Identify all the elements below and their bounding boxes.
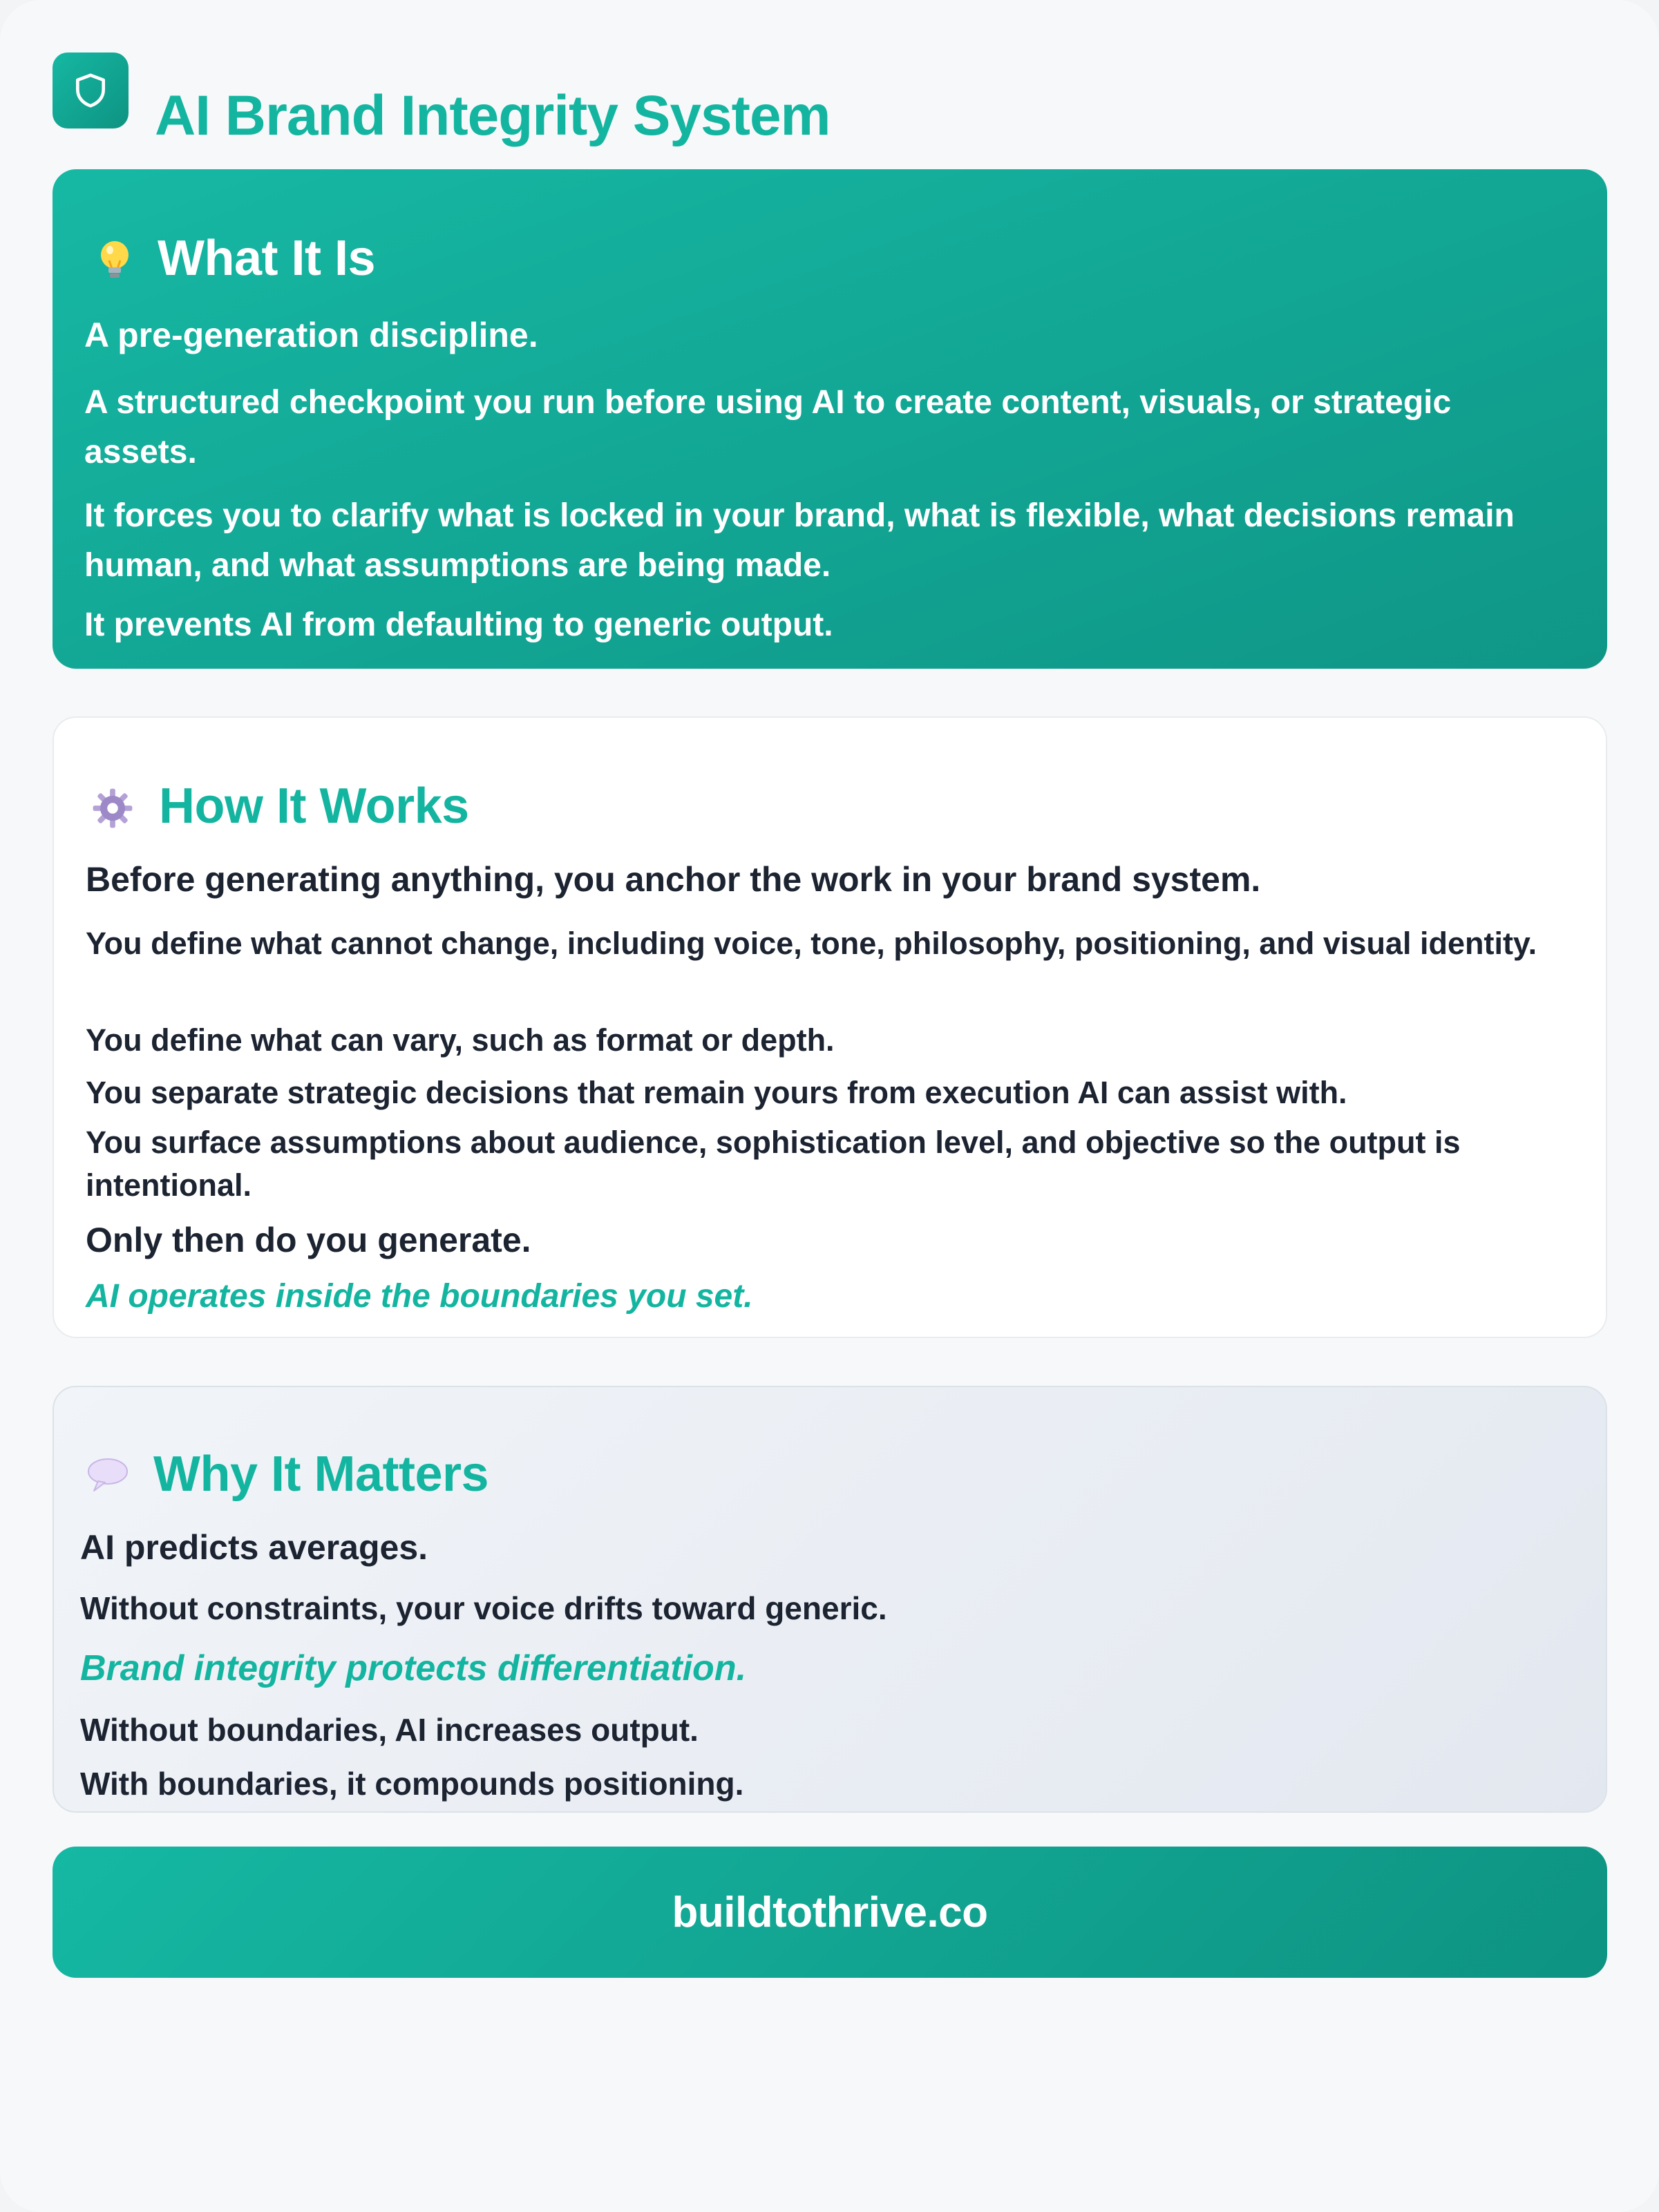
why-it-matters-line-1: Without constraints, your voice drifts toward generic.: [80, 1590, 887, 1626]
what-it-is-paragraph-3: It prevents AI from defaulting to generic output.: [84, 607, 833, 643]
footer-banner: [53, 1847, 1607, 1978]
how-it-works-lead: Before generating anything, you anchor the work in your brand system.: [86, 860, 1261, 899]
footer-website-link[interactable]: buildtothrive.co: [672, 1888, 988, 1936]
what-it-is-lead: A pre-generation discipline.: [84, 316, 538, 354]
how-it-works-item-4: You surface assumptions about audience, sophistication level, and objective so the output is intentional.: [86, 1125, 1461, 1203]
why-it-matters-title: Why It Matters: [153, 1447, 489, 1502]
why-it-matters-emphasis: Brand integrity protects differentiation.: [80, 1648, 747, 1688]
how-it-works-item-1: You define what cannot change, including voice, tone, philosophy, positioning, and visual identity.: [86, 926, 1537, 961]
how-it-works-card: [53, 716, 1607, 1338]
what-it-is-paragraph-1: A structured checkpoint you run before using AI to create content, visuals, or strategic assets.: [84, 384, 1452, 470]
why-it-matters-line-2: Without boundaries, AI increases output.: [80, 1712, 699, 1748]
gear-icon: [91, 787, 134, 830]
speech-bubble-icon: [86, 1455, 130, 1494]
how-it-works-item-2: You define what can vary, such as format or depth.: [86, 1022, 835, 1058]
how-it-works-item-3: You separate strategic decisions that remain yours from execution AI can assist with.: [86, 1075, 1347, 1110]
page-title: AI Brand Integrity System: [155, 84, 831, 147]
how-it-works-emphasis: AI operates inside the boundaries you set.: [86, 1278, 753, 1315]
what-it-is-card: [53, 169, 1607, 669]
what-it-is-paragraph-2: It forces you to clarify what is locked in your brand, what is flexible, what decisions remain human, and what assumptions are being made.: [84, 497, 1515, 584]
why-it-matters-card: [53, 1386, 1607, 1813]
why-it-matters-line-3: With boundaries, it compounds positioning.: [80, 1766, 744, 1802]
lightbulb-icon: [95, 238, 134, 283]
why-it-matters-lead: AI predicts averages.: [80, 1528, 428, 1567]
what-it-is-title: What It Is: [158, 231, 375, 286]
how-it-works-title: How It Works: [159, 779, 469, 834]
logo-badge: [53, 53, 129, 128]
shield-icon: [71, 71, 110, 110]
how-it-works-closing: Only then do you generate.: [86, 1221, 531, 1259]
